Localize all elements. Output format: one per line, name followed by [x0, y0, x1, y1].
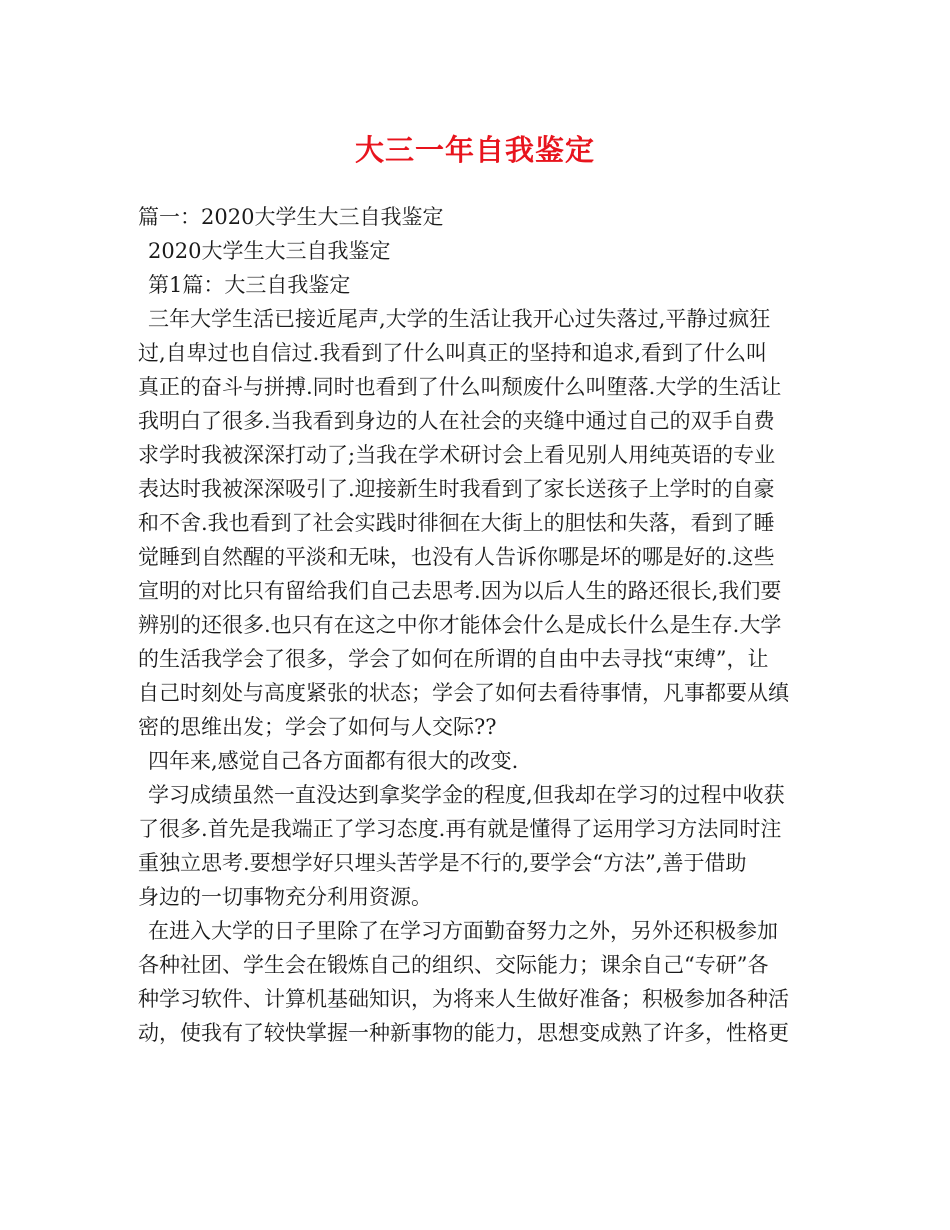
- text-line: 宣明的对比只有留给我们自己去思考.因为以后人生的路还很长,我们要: [138, 579, 782, 603]
- text-line: 学习成绩虽然一直没达到拿奖学金的程度,但我却在学习的过程中收获: [148, 783, 785, 807]
- document-title: 大三一年自我鉴定: [354, 133, 595, 167]
- text-line: 过,自卑过也自信过.我看到了什么叫真正的坚持和追求,看到了什么叫: [138, 341, 768, 365]
- text-line: 密的思维出发；学会了如何与人交际??: [138, 715, 497, 739]
- text-line: 觉睡到自然醒的平淡和无味，也没有人告诉你哪是坏的哪是好的.这些: [138, 545, 775, 569]
- text-line: 在进入大学的日子里除了在学习方面勤奋努力之外，另外还积极参加: [148, 919, 778, 943]
- text-line: 自己时刻处与高度紧张的状态；学会了如何去看待事情，凡事都要从缜: [138, 681, 789, 705]
- text-line: 重独立思考.要想学好只埋头苦学是不行的,要学会“方法”,善于借助: [138, 851, 747, 875]
- text-line: 求学时我被深深打动了;当我在学术研讨会上看见别人用纯英语的专业: [138, 443, 776, 467]
- text-line: 篇一：2020大学生大三自我鉴定: [138, 205, 444, 229]
- text-line: 表达时我被深深吸引了.迎接新生时我看到了家长送孩子上学时的自豪: [138, 477, 775, 501]
- text-line: 辨别的还很多.也只有在这之中你才能体会什么是成长什么是生存.大学: [138, 613, 782, 637]
- text-line: 第1篇：大三自我鉴定: [148, 273, 351, 297]
- text-line: 真正的奋斗与拼搏.同时也看到了什么叫颓废什么叫堕落.大学的生活让: [138, 375, 782, 399]
- text-line: 和不舍.我也看到了社会实践时徘徊在大街上的胆怯和失落，看到了睡: [138, 511, 775, 535]
- text-line: 种学习软件、计算机基础知识，为将来人生做好准备；积极参加各种活: [138, 987, 789, 1011]
- text-line: 各种社团、学生会在锻炼自己的组织、交际能力；课余自己“专研”各: [138, 953, 769, 977]
- text-line: 三年大学生活已接近尾声,大学的生活让我开心过失落过,平静过疯狂: [148, 307, 771, 331]
- document-body: [138, 200, 818, 1050]
- text-line: 我明白了很多.当我看到身边的人在社会的夹缝中通过自己的双手自费: [138, 409, 775, 433]
- text-line: 了很多.首先是我端正了学习态度.再有就是懂得了运用学习方法同时注: [138, 817, 782, 841]
- text-line: 动，使我有了较快掌握一种新事物的能力，思想变成熟了许多，性格更: [138, 1021, 789, 1045]
- text-line: 四年来,感觉自己各方面都有很大的改变.: [148, 749, 519, 773]
- text-line: 2020大学生大三自我鉴定: [148, 239, 391, 263]
- text-line: 身边的一切事物充分利用资源。: [138, 885, 432, 909]
- text-line: 的生活我学会了很多，学会了如何在所谓的自由中去寻找“束缚”，让: [138, 647, 769, 671]
